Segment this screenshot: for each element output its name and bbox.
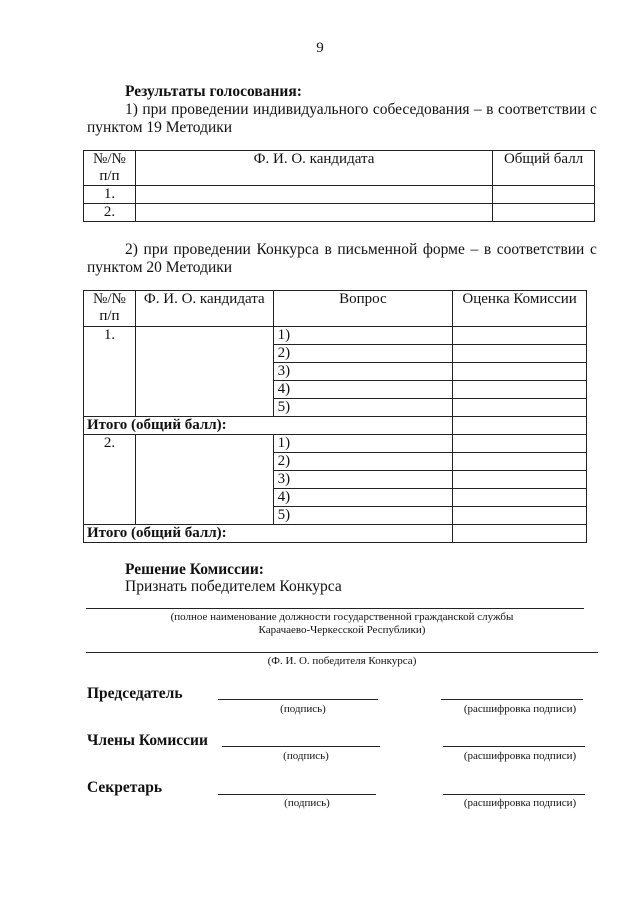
members-label: Члены Комиссии (87, 732, 208, 749)
question-number: 3) (273, 471, 453, 489)
signature-decode-line (443, 794, 585, 795)
signature-decode-line (443, 746, 585, 747)
signature-line (222, 746, 380, 747)
header-cell-rating: Оценка Комиссии (453, 291, 587, 327)
signature-decode-caption: (расшифровка подписи) (463, 703, 577, 715)
rating-cell (453, 327, 587, 345)
total-value-cell (453, 417, 587, 435)
page-number: 9 (316, 40, 324, 56)
rating-cell (453, 399, 587, 417)
interview-results-table (83, 150, 595, 222)
rating-cell (453, 363, 587, 381)
word: проведении (173, 241, 251, 258)
signature-line (218, 794, 376, 795)
table-row (84, 435, 587, 453)
position-caption-line1: (полное наименование должности государственной гражданской службы (170, 611, 514, 623)
signature-decode-caption: (расшифровка подписи) (463, 797, 577, 809)
table-row (84, 327, 587, 345)
item1-first-line (125, 100, 597, 119)
candidate-name-cell (135, 435, 273, 525)
word: проведении (171, 101, 249, 118)
header-number-line2: п/п (99, 308, 120, 324)
question-number: 1) (273, 435, 453, 453)
word: собеседования (372, 101, 470, 118)
word: с (590, 101, 597, 118)
name-cell (135, 204, 492, 222)
table-row (84, 186, 595, 204)
name-cell (135, 186, 492, 204)
row-number: 2. (84, 204, 136, 222)
question-number: 3) (273, 363, 453, 381)
winner-caption: (Ф. И. О. победителя Конкурса) (267, 655, 417, 667)
signature-caption: (подпись) (280, 703, 326, 715)
word: при (143, 241, 168, 258)
question-number: 4) (273, 489, 453, 507)
item2-second-line: пунктом 20 Методики (87, 259, 233, 276)
signature-caption: (подпись) (284, 797, 330, 809)
header-cell-number (84, 151, 136, 186)
secretary-label: Секретарь (87, 779, 163, 796)
header-number-line1: №/№ (93, 291, 126, 307)
table-row (84, 204, 595, 222)
rating-cell (453, 435, 587, 453)
written-contest-table (83, 290, 587, 543)
signature-caption: (подпись) (283, 750, 329, 762)
header-cell-score: Общий балл (493, 151, 595, 186)
signature-line (218, 699, 378, 700)
decision-text: Признать победителем Конкурса (125, 578, 342, 595)
header-cell-question: Вопрос (273, 291, 453, 327)
question-number: 5) (273, 399, 453, 417)
total-label: Итого (общий балл): (84, 525, 453, 543)
voting-results-heading: Результаты голосования: (125, 83, 302, 100)
header-number-line1: №/№ (93, 151, 126, 167)
position-caption-line2: Карачаево-Черкесской Республики) (258, 624, 426, 636)
item2-first-line (125, 240, 597, 259)
signature-decode-caption: (расшифровка подписи) (463, 750, 577, 762)
signature-decode-line (441, 699, 583, 700)
word: индивидуального (252, 101, 369, 118)
candidate-name-cell (135, 327, 273, 417)
rating-cell (453, 489, 587, 507)
header-number-line2: п/п (99, 168, 120, 184)
chairman-label: Председатель (87, 685, 183, 702)
total-row (84, 525, 587, 543)
word: соответствии (497, 101, 586, 118)
candidate-number: 2. (84, 435, 136, 525)
rating-cell (453, 345, 587, 363)
rating-cell (453, 453, 587, 471)
rating-cell (453, 507, 587, 525)
word: с (589, 241, 597, 258)
rating-cell (453, 471, 587, 489)
word: – (473, 101, 482, 118)
item1-second-line: пунктом 19 Методики (87, 119, 233, 136)
position-line (86, 608, 584, 609)
word: в (324, 241, 332, 258)
question-number: 2) (273, 345, 453, 363)
winner-line (86, 652, 598, 653)
total-label: Итого (общий балл): (84, 417, 453, 435)
word: при (142, 101, 167, 118)
candidate-number: 1. (84, 327, 136, 417)
word: 2) (125, 241, 138, 258)
question-number: 4) (273, 381, 453, 399)
question-number: 1) (273, 327, 453, 345)
decision-heading: Решение Комиссии: (125, 561, 264, 578)
header-cell-name: Ф. И. О. кандидата (135, 151, 492, 186)
question-number: 5) (273, 507, 453, 525)
score-cell (493, 204, 595, 222)
word: в (483, 241, 492, 258)
word: Конкурса (256, 241, 319, 258)
score-cell (493, 186, 595, 204)
question-number: 2) (273, 453, 453, 471)
header-cell-number (84, 291, 136, 327)
total-value-cell (453, 525, 587, 543)
word: форме (422, 241, 465, 258)
total-row (84, 417, 587, 435)
word: соответствии (496, 241, 585, 258)
word: 1) (125, 101, 138, 118)
word: в (486, 101, 494, 118)
word: – (470, 241, 479, 258)
header-cell-name: Ф. И. О. кандидата (135, 291, 273, 327)
rating-cell (453, 381, 587, 399)
word: письменной (337, 241, 418, 258)
row-number: 1. (84, 186, 136, 204)
